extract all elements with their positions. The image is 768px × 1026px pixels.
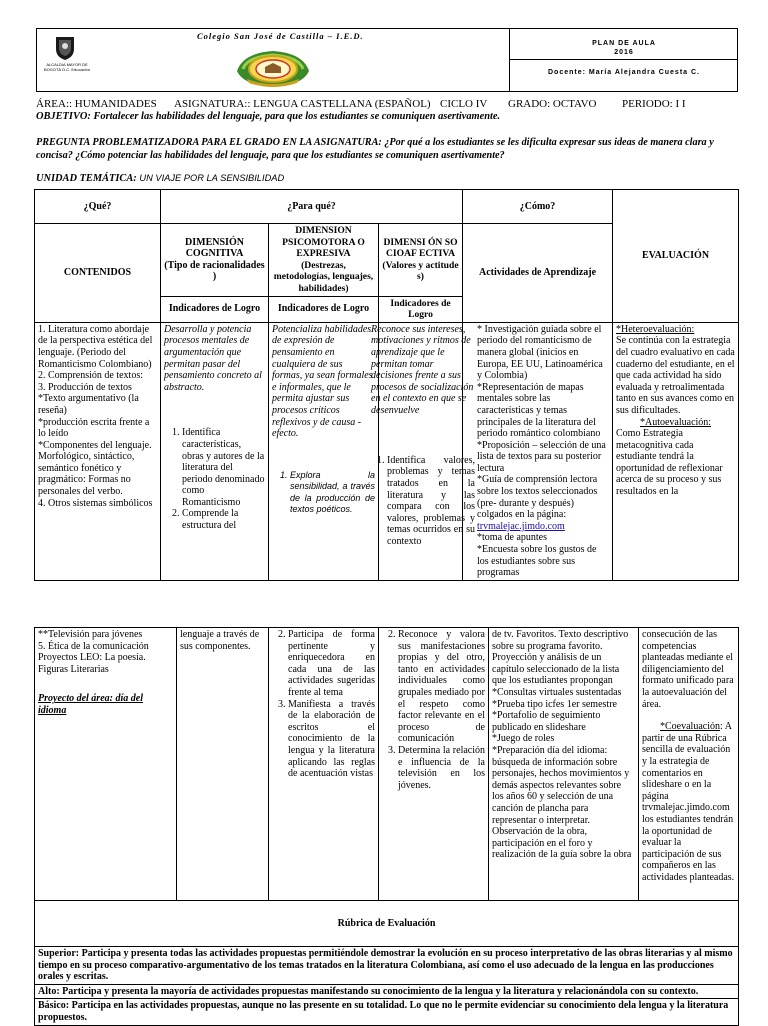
psicomotora-item: 2. Participa de forma pertinente y enriquecedora en cada una de las actividades sugeridas frente al tema (288, 629, 375, 699)
autoevaluacion-title: *Autoevaluación: (639, 416, 712, 428)
coevaluacion-title: *Coevaluación (660, 721, 720, 733)
indicadores-cognitiva: Indicadores de Logro (161, 296, 269, 322)
header-como: ¿Cómo? (463, 190, 613, 224)
cognitiva-intro: Desarrolla y potencia procesos mentales de argumentación que permitan pasar del pensamiento concreto al abstracto. (164, 323, 262, 393)
bogota-crest-icon (53, 35, 77, 61)
psicomotora-list (272, 470, 375, 516)
dim-socioafectiva-sub: (Valores y actitudes) (382, 259, 459, 283)
school-name: Colegio San José de Castilla – I.E.D. (197, 31, 364, 41)
unidad-label: UNIDAD TEMÁTICA: (36, 173, 137, 184)
contenidos-2-text: **Televisión para jóvenes 5. Ética de la comunicación Proyectos LEO: La poesía. Figuras Literarias (38, 629, 149, 675)
dim-cognitiva-title: DIMENSIÓN COGNITIVA (185, 236, 244, 260)
indicadores-psicomotora: Indicadores de Logro (269, 296, 379, 322)
school-emblem-icon (233, 41, 313, 89)
header-dim-psicomotora (269, 224, 379, 297)
header-para-que: ¿Para qué? (161, 190, 463, 224)
rubrica-superior: Superior: Participa y presenta todas las actividades propuestas permitiéndole demostrar la evolución en su proceso interpretativo de las obras literarias y al mismo tiempo en su proceso comparativo-argumentativo de los temas tratados en la literatura Colombiana, así como el uso adecuado de la lengua en las producciones orales y escritas. (35, 947, 739, 985)
jimdo-link[interactable]: trvmalejac.jimdo.com (477, 520, 565, 532)
rubrica-alto: Alto: Participa y presenta la mayoría de actividades propuestas manifestando su conocimiento de la lengua y la literatura y relacionándola con su contexto. (35, 984, 739, 999)
dim-psicomotora-sub: (Destrezas, metodologías, lenguajes, habilidades) (273, 259, 374, 294)
proyecto-area: Proyecto del área: día del idioma (38, 693, 143, 716)
header-box (36, 28, 738, 92)
grado-label: GRADO: OCTAVO (508, 98, 597, 110)
docente-name: Docente: María Alejandra Cuesta C. (548, 69, 700, 76)
cell-cognitiva-2: lenguaje a través de sus componentes. (177, 628, 269, 901)
coevaluacion-text: : A partir de una Rúbrica sencilla de evaluación y la estrategia de comentarios en slideshare o en la página trvmalejac.jimdo.com los estudiantes tendrán la oportunidad de evaluar la participación de sus compañeros en las actividades planteadas. (642, 721, 735, 883)
cell-psicomotora-1 (269, 322, 379, 580)
cell-socioafectiva-1 (371, 322, 475, 580)
socioafectiva-item: 2. Reconoce y valora sus manifestaciones propias y del otro, tanto en actividades individuales como grupales mediado por el respeto como factor relevante en el proceso de comunicación (398, 629, 485, 745)
socioafectiva-item: 1. Identifica valores, problemas y temas tratados en la literatura y las compara con los valores, problemas y temas ocurridos en su contexto (387, 455, 475, 548)
autoevaluacion-text: Como Estrategia metacognitiva cada estudiante tendrá la oportunidad de reflexionar acerca de su proceso y sus resultados en la (616, 428, 723, 498)
psicomotora-item: 3. Manifiesta a través de la elaboración de escritos el conocimiento de la lengua y la literatura aplicando las reglas de acentuación vistas (288, 699, 375, 780)
heteroevaluacion-text: Se continúa con la estrategia del cuadro evaluativo en cada cuaderno del estudiante, en el que cada actividad ha sido evaluada y retroalimentada tanto en sus avances como en sus dificultades. (616, 335, 735, 416)
dim-psicomotora-title: DIMENSION PSICOMOTORA O EXPRESIVA (282, 225, 365, 260)
plan-title (509, 39, 739, 57)
cell-socioafectiva-2 (379, 628, 489, 901)
header-contenidos: CONTENIDOS (35, 224, 161, 323)
objetivo: OBJETIVO: Fortalecer las habilidades del lenguaje, para que los estudiantes se comuniquen asertivamente. (36, 111, 501, 122)
actividad-mapas: *Representación de mapas mentales sobre las características y temas principales de la literatura del periodo romántico colombiano (477, 381, 601, 440)
header-dim-cognitiva (161, 224, 269, 297)
plan-year: 2016 (614, 49, 634, 56)
plan-title-text: PLAN DE AULA (592, 40, 656, 47)
asignatura-label: ASIGNATURA:: LENGUA CASTELLANA (ESPAÑOL) (174, 98, 431, 110)
coevaluacion-block (642, 721, 735, 883)
unidad-tematica (36, 173, 284, 184)
socioafectiva-intro: Reconoce sus intereses, motivaciones y ritmos de aprendizaje que le permitan tomar decisiones frente a sus procesos de socialización en el contexto en que se desenvuelve (371, 323, 474, 416)
socioafectiva-list-2 (382, 629, 485, 791)
rubrica-basico: Básico: Participa en las actividades propuestas, aunque no las presente en su totalidad. Lo que no le permite evidenciar su conocimiento dela lengua y la literatura propuestos. (35, 999, 739, 1025)
cognitiva-list (164, 427, 265, 531)
plan-table-part-2 (34, 627, 739, 1026)
autoevaluacion-cont: consecución de las competencias planteadas mediante el diligenciamiento del formato unificado para la autoevaluación del área. (642, 629, 734, 710)
plan-table-part-1 (34, 189, 739, 581)
cell-actividades-1 (463, 322, 613, 580)
psicomotora-list-2 (272, 629, 375, 780)
cell-evaluacion-1 (613, 322, 739, 580)
actividad-guia: *Guía de comprensión lectora sobre los textos seleccionados (pre- durante y después) colgados en la página: (477, 474, 598, 521)
header-divider-horizontal (509, 59, 737, 60)
actividad-investigacion: * Investigación guiada sobre el periodo del romanticismo de manera global (inicios en Europa, EE UU, Latinoamérica y Colombia) (477, 323, 603, 382)
crest-label: ALCALDIA MAYOR DE BOGOTÁ D.C. Educación (43, 62, 90, 72)
dim-socioafectiva-title: DIMENSI ÓN SOCIOAF ECTIVA (383, 236, 458, 260)
cognitiva-item: 1. Identifica características, obras y autores de la literatura del periodo denominado como Romanticismo (182, 427, 265, 508)
cell-actividades-2: de tv. Favoritos. Texto descriptivo sobre su programa favorito. Proyección y análisis de un capítulo seleccionado de la lista que los estudiantes propongan *Consultas virtuales sustentadas *Prueba tipo icfes 1er semestre *Portafolio de seguimiento publicado en slideshare *Juego de roles *Preparación día del idioma: búsqueda de información sobre personajes, hechos movimientos y demás aspectos relevantes sobre los años 60 y selección de una canción de plancha para representar o interpretar. Observación de la obra, participación en el foro y realización de la guía sobre la obra (489, 628, 639, 901)
ciclo-label: CICLO IV (440, 98, 488, 110)
cell-psicomotora-2 (269, 628, 379, 901)
cell-evaluacion-2 (639, 628, 739, 901)
cell-contenidos-1: 1. Literatura como abordaje de la perspectiva estética del lenguaje. (Periodo del Romanticismo Colombiano) 2. Comprensión de textos: 3. Producción de textos *Texto argumentativo (la reseña) *producción escrita frente a lo leído *Componentes del lenguaje. Morfológico, sintáctico, semántico fonético y pragmático: Formas no personales del verbo. 4. Otros sistemas simbólicos (35, 322, 161, 580)
indicadores-socioafectiva: Indicadores de Logro (379, 296, 463, 322)
actividad-apuntes: *toma de apuntes (477, 532, 547, 544)
rubrica-title: Rúbrica de Evaluación (35, 901, 739, 947)
actividad-proposicion: *Proposición – selección de una lista de textos para su posterior lectura (477, 439, 606, 474)
unidad-value: UN VIAJE POR LA SENSIBILIDAD (139, 173, 285, 183)
dim-cognitiva-sub: (Tipo de racionalidades ) (164, 259, 265, 283)
header-actividades: Actividades de Aprendizaje (463, 224, 613, 323)
header-evaluacion: EVALUACIÓN (613, 190, 739, 323)
periodo-label: PERIODO: I I (622, 98, 686, 110)
cell-contenidos-2 (35, 628, 177, 901)
heteroevaluacion-title: *Heteroevaluación: (616, 323, 695, 335)
socioafectiva-item: 3. Determina la relación e influencia de la televisión en los jóvenes. (398, 745, 485, 791)
header-dim-socioafectiva (379, 224, 463, 297)
header-que: ¿Qué? (35, 190, 161, 224)
psicomotora-item: 1. Explora la sensibilidad, a través de la producción de textos poéticos. (290, 470, 375, 516)
cell-cognitiva-1 (161, 322, 269, 580)
cognitiva-item: 2. Comprende la estructura del (182, 508, 265, 531)
pregunta-problematizadora: PREGUNTA PROBLEMATIZADORA PARA EL GRADO EN LA ASIGNATURA: ¿Por qué a los estudiantes se les dificulta expresar sus ideas de manera clara y concisa? ¿Cómo potenciar las habilidades del lenguaje, para que los estudiantes se comuniquen asertivamente? (36, 137, 714, 161)
actividad-encuesta: *Encuesta sobre los gustos de los estudiantes sobre sus programas (477, 544, 597, 579)
area-label: ÁREA:: HUMANIDADES (36, 98, 157, 110)
psicomotora-intro: Potencializa habilidades de expresión de pensamiento en cualquiera de sus formas, ya sean formales e informales, que le permita ajustar sus procesos críticos reflexivos y de causa - efecto. (272, 323, 373, 440)
socioafectiva-list (371, 455, 475, 548)
